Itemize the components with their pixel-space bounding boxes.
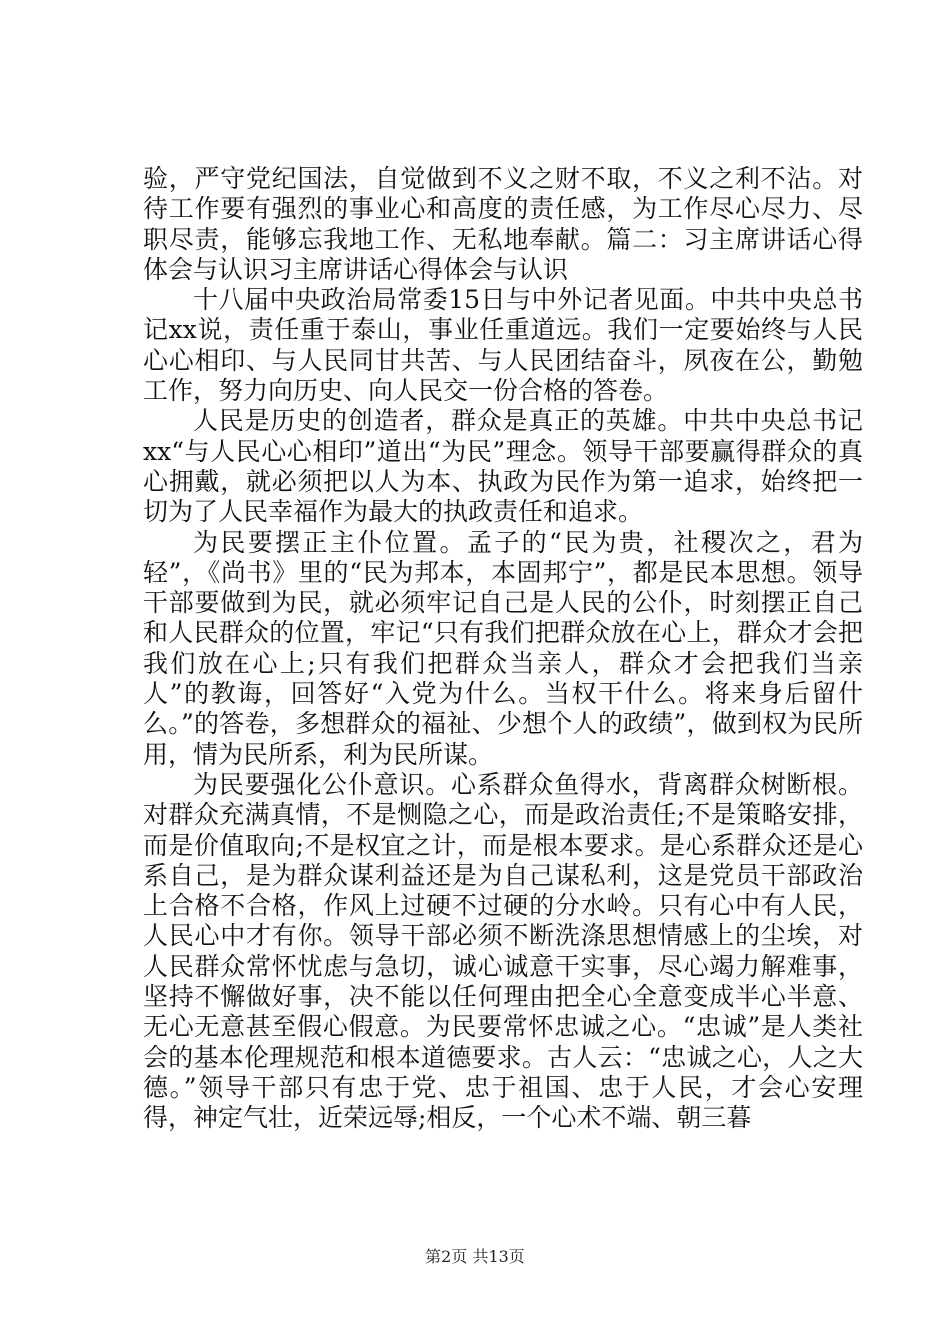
paragraph-1: 验，严守党纪国法，自觉做到不义之财不取，不义之利不沾。对待工作要有强烈的事业心和高度的责任感，为工作尽心尽力、尽职尽责，能够忘我地工作、无私地奉献。篇二：习主席讲话心得体会与认识习主席讲话心得体会与认识 (143, 164, 863, 284)
document-body (143, 164, 863, 1134)
paragraph-2: 十八届中央政治局常委15日与中外记者见面。中共中央总书记xx说，责任重于泰山，事业任重道远。我们一定要始终与人民心心相印、与人民同甘共苦、与人民团结奋斗，夙夜在公，勤勉工作，努力向历史、向人民交一份合格的答卷。 (143, 285, 863, 406)
paragraph-5: 为民要强化公仆意识。心系群众鱼得水，背离群众树断根。对群众充满真情，不是恻隐之心，而是政治责任;不是策略安排，而是价值取向;不是权宜之计，而是根本要求。是心系群众还是心系自己，是为群众谋利益还是为自己谋私利，这是党员干部政治上合格不合格，作风上过硬不过硬的分水岭。只有心中有人民，人民心中才有你。领导干部必须不断洗涤思想情感上的尘埃，对人民群众常怀忧虑与急切，诚心诚意干实事，尽心竭力解难事，坚持不懈做好事，决不能以任何理由把全心全意变成半心半意、无心无意甚至假心假意。为民要常怀忠诚之心。“忠诚”是人类社会的基本伦理规范和根本道德要求。古人云：“忠诚之心，人之大德。”领导干部只有忠于党、忠于祖国、忠于人民，才会心安理得，神定气壮，近荣远辱;相反，一个心术不端、朝三暮 (143, 769, 863, 1133)
page-number-footer: 第2页 共13页 (425, 1247, 525, 1266)
paragraph-3: 人民是历史的创造者，群众是真正的英雄。中共中央总书记xx“与人民心心相印”道出“为民”理念。领导干部要赢得群众的真心拥戴，就必须把以人为本、执政为民作为第一追求，始终把一切为了人民幸福作为最大的执政责任和追求。 (143, 406, 863, 527)
paragraph-4: 为民要摆正主仆位置。孟子的“民为贵，社稷次之，君为轻”，《尚书》里的“民为邦本，本固邦宁”，都是民本思想。领导干部要做到为民，就必须牢记自己是人民的公仆，时刻摆正自己和人民群众的位置，牢记“只有我们把群众放在心上，群众才会把我们放在心上;只有我们把群众当亲人，群众才会把我们当亲人”的教诲，回答好“入党为什么。当权干什么。将来身后留什么。”的答卷，多想群众的福祉、少想个人的政绩”，做到权为民所用，情为民所系，利为民所谋。 (143, 527, 863, 769)
